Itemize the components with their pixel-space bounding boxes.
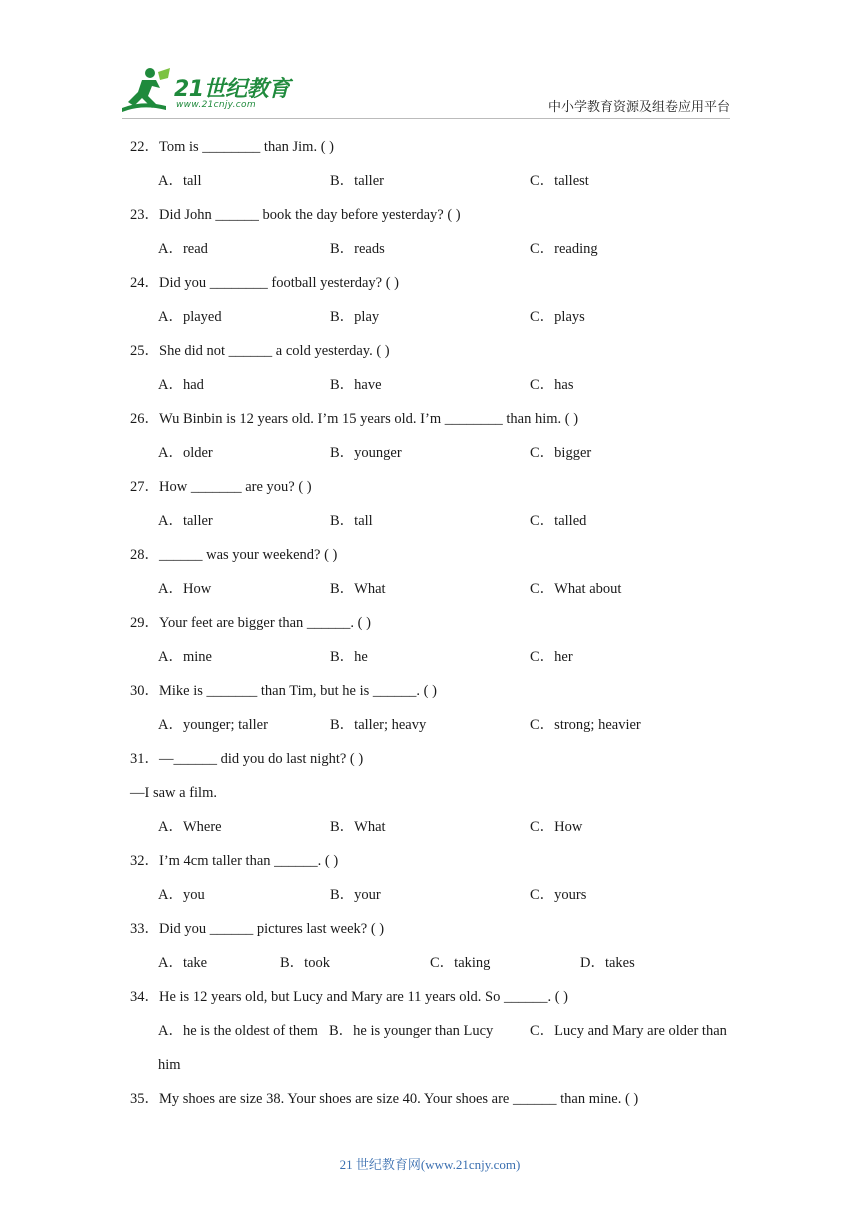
options-26 — [130, 436, 740, 470]
options-24 — [130, 300, 740, 334]
option-b: B．have — [330, 377, 382, 393]
option-c: C．taking — [430, 955, 491, 971]
option-c: C．How — [530, 819, 583, 835]
option-c: C．has — [530, 377, 574, 393]
question-22: 22．Tom is ________ than Jim. ( ) — [130, 139, 334, 155]
option-c: C．her — [530, 649, 573, 665]
options-29 — [130, 640, 740, 674]
page-footer: 21 世纪教育网(www.21cnjy.com) — [339, 1157, 521, 1172]
option-a: A．taller — [158, 513, 213, 529]
option-c-continuation: him — [158, 1057, 181, 1073]
option-c: C．What about — [530, 581, 622, 597]
options-33 — [130, 946, 740, 980]
option-a: A．older — [158, 445, 213, 461]
question-23: 23．Did John ______ book the day before yesterday? ( ) — [130, 207, 461, 223]
option-a: A．take — [158, 955, 208, 971]
option-b: B．What — [330, 819, 386, 835]
page-header — [0, 0, 860, 125]
option-b: B．tall — [330, 513, 373, 529]
option-a: A．had — [158, 377, 204, 393]
options-22 — [130, 164, 740, 198]
question-29: 29．Your feet are bigger than ______. ( ) — [130, 615, 371, 631]
question-24: 24．Did you ________ football yesterday? ( ) — [130, 275, 400, 291]
question-35: 35．My shoes are size 38. Your shoes are size 40. Your shoes are ______ than mine. ( ) — [130, 1091, 639, 1107]
options-27 — [130, 504, 740, 538]
logo-title: 21世纪教育 — [174, 77, 290, 102]
question-26: 26．Wu Binbin is 12 years old. I’m 15 years old. I’m ________ than him. ( ) — [130, 411, 579, 427]
option-c: C．Lucy and Mary are older than — [530, 1023, 727, 1039]
options-28 — [130, 572, 740, 606]
option-a: A．you — [158, 887, 205, 903]
option-c: C．bigger — [530, 445, 592, 461]
option-b: B．What — [330, 581, 386, 597]
option-b: B．taller; heavy — [330, 717, 427, 733]
option-d: D．takes — [580, 955, 635, 971]
options-34 — [130, 1014, 740, 1048]
option-a: A．How — [158, 581, 212, 597]
option-b: B．taller — [330, 173, 384, 189]
option-b: B．younger — [330, 445, 402, 461]
option-c: C．strong; heavier — [530, 717, 641, 733]
option-b: B．play — [330, 309, 380, 325]
option-b: B．reads — [330, 241, 385, 257]
logo — [122, 66, 292, 116]
question-34: 34．He is 12 years old, but Lucy and Mary are 11 years old. So ______. ( ) — [130, 989, 568, 1005]
runner-logo-icon — [122, 66, 172, 114]
question-30: 30．Mike is _______ than Tim, but he is ______. ( ) — [130, 683, 437, 699]
option-a: A．Where — [158, 819, 222, 835]
option-b: B．he is younger than Lucy — [329, 1023, 494, 1039]
option-c: C．yours — [530, 887, 587, 903]
question-31: 31．—______ did you do last night? ( ) — [130, 751, 364, 767]
option-b: B．took — [280, 955, 330, 971]
option-a: A．tall — [158, 173, 202, 189]
options-30 — [130, 708, 740, 742]
option-c: C．tallest — [530, 173, 589, 189]
question-32: 32．I’m 4cm taller than ______. ( ) — [130, 853, 339, 869]
option-c: C．talled — [530, 513, 587, 529]
option-b: B．your — [330, 887, 381, 903]
option-c: C．plays — [530, 309, 585, 325]
option-c: C．reading — [530, 241, 598, 257]
logo-url: www.21cnjy.com — [176, 100, 256, 110]
options-32 — [130, 878, 740, 912]
question-33: 33．Did you ______ pictures last week? ( ) — [130, 921, 385, 937]
option-b: B．he — [330, 649, 368, 665]
options-31 — [130, 810, 740, 844]
dialog-answer-31: —I saw a film. — [130, 785, 217, 801]
options-25 — [130, 368, 740, 402]
header-tagline: 中小学教育资源及组卷应用平台 — [547, 100, 730, 115]
option-a: A．he is the oldest of them — [158, 1023, 318, 1039]
option-a: A．mine — [158, 649, 212, 665]
question-25: 25．She did not ______ a cold yesterday. ( ) — [130, 343, 390, 359]
options-23 — [130, 232, 740, 266]
option-a: A．played — [158, 309, 222, 325]
question-list — [130, 130, 740, 1116]
question-27: 27．How _______ are you? ( ) — [130, 479, 312, 495]
option-a: A．read — [158, 241, 208, 257]
option-a: A．younger; taller — [158, 717, 268, 733]
question-28: 28．______ was your weekend? ( ) — [130, 547, 338, 563]
header-divider — [122, 118, 730, 119]
